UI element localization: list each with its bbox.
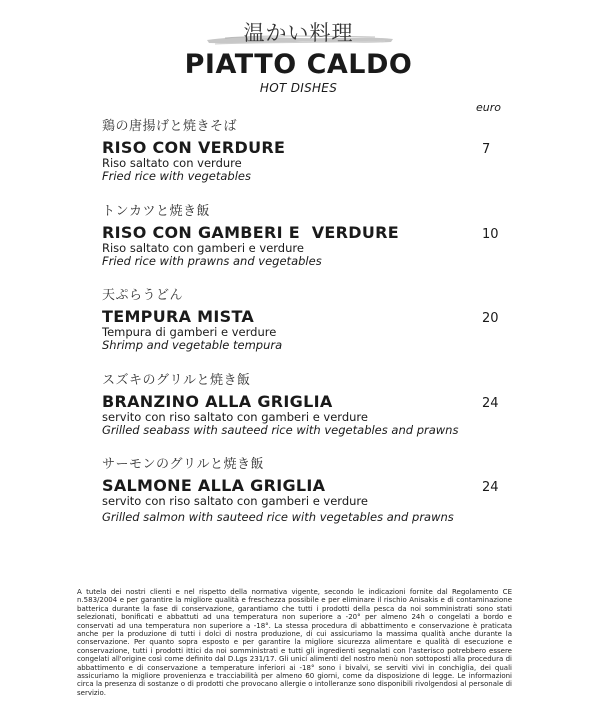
- menu-item-price: 7: [482, 142, 491, 157]
- menu-item-price: 10: [482, 227, 499, 242]
- menu-item: [102, 288, 522, 352]
- menu-item-name: TEMPURA MISTA: [102, 307, 255, 326]
- menu-item-english-description: Fried rice with vegetables: [102, 169, 251, 183]
- menu-item-japanese-name: 鶏の唐揚げと焼きそば: [102, 119, 238, 134]
- menu-item-japanese-name: スズキのグリルと焼き飯: [102, 373, 251, 388]
- menu-item-english-description: Fried rice with prawns and vegetables: [102, 254, 322, 268]
- menu-item-price: 24: [482, 396, 499, 411]
- page-subtitle: HOT DISHES: [259, 81, 338, 95]
- menu-item-japanese-name: サーモンのグリルと焼き飯: [102, 457, 265, 472]
- menu-item-english-description: Shrimp and vegetable tempura: [102, 338, 283, 352]
- menu-item-name: BRANZINO ALLA GRIGLIA: [102, 392, 333, 411]
- menu-item-price: 20: [482, 311, 499, 326]
- japanese-title: 温かい料理: [243, 21, 354, 45]
- menu-item-italian-description: servito con riso saltato con gamberi e verdure: [102, 410, 368, 424]
- menu-item: [102, 373, 522, 437]
- menu-item: [102, 457, 522, 524]
- menu-item-name: RISO CON VERDURE: [102, 138, 286, 157]
- menu-item-english-description: Grilled seabass with sauteed rice with vegetables and prawns: [102, 423, 459, 437]
- menu-item-name: RISO CON GAMBERI E VERDURE: [102, 223, 400, 242]
- menu-item-japanese-name: トンカツと焼き飯: [102, 204, 211, 219]
- menu-item-italian-description: Riso saltato con verdure: [102, 156, 242, 170]
- menu-item: [102, 204, 522, 268]
- menu-item-italian-description: Riso saltato con gamberi e verdure: [102, 241, 304, 255]
- menu-item-japanese-name: 天ぷらうどん: [102, 288, 184, 303]
- menu-item-italian-description: servito con riso saltato con gamberi e verdure: [102, 494, 368, 508]
- legal-disclaimer: A tutela dei nostri clienti e nel rispetto della normativa vigente, secondo le indicazioni fornite dal Regolamento CE n.583/2004 e per garantire la migliore qualità e freschezza possibile e per eliminare il rischio Anisakis e di contaminazione batterica durante la fase di conservazione, garantiamo che tutti i prodotti della pesca da noi somministrati sono stati selezionati, bonificati e abbattuti ad una temperatura non superiore a -20° per almeno 24h o congelati a bordo e conservati ad una temperatura non superiore a -18°. La stessa procedura di abbattimento e conservazione è praticata anche per la produzione di tutti i dolci di nostra produzione, di cui assicuriamo la massima qualità anche durante la conservazione. Per quanto sopra esposto e per garantire la migliore sicurezza alimentare e qualità di esecuzione e conservazione, tutti i prodotti ittici da noi somministrati e tutti gli ingredienti segnalati con l'asterisco potrebbero essere congelati all'origine così come definito dal D.Lgs 231/17. Gli unici alimenti del nostro menù non sottoposti alla procedura di abbattimento e di conservazione a temperature inferiori ai -18° sono i bivalvi, se serviti vivi in conchiglia, dei quali assicuriamo la migliore provenienza e tracciabilità per almeno 60 giorni, come da disposizione di legge. Le informazioni circa la presenza di sostanze o di prodotti che provocano allergie o intolleranze sono disponibili rivolgendosi al personale di servizio.: [77, 588, 512, 697]
- menu-item: [102, 119, 522, 183]
- menu-item-italian-description: Tempura di gamberi e verdure: [102, 325, 277, 339]
- menu-item-price: 24: [482, 480, 499, 495]
- page-title: PIATTO CALDO: [184, 49, 413, 80]
- menu-item-name: SALMONE ALLA GRIGLIA: [102, 476, 326, 495]
- menu-item-english-description: Grilled salmon with sauteed rice with vegetables and prawns: [102, 510, 454, 524]
- currency-label: euro: [476, 101, 501, 114]
- menu-header: [0, 18, 597, 96]
